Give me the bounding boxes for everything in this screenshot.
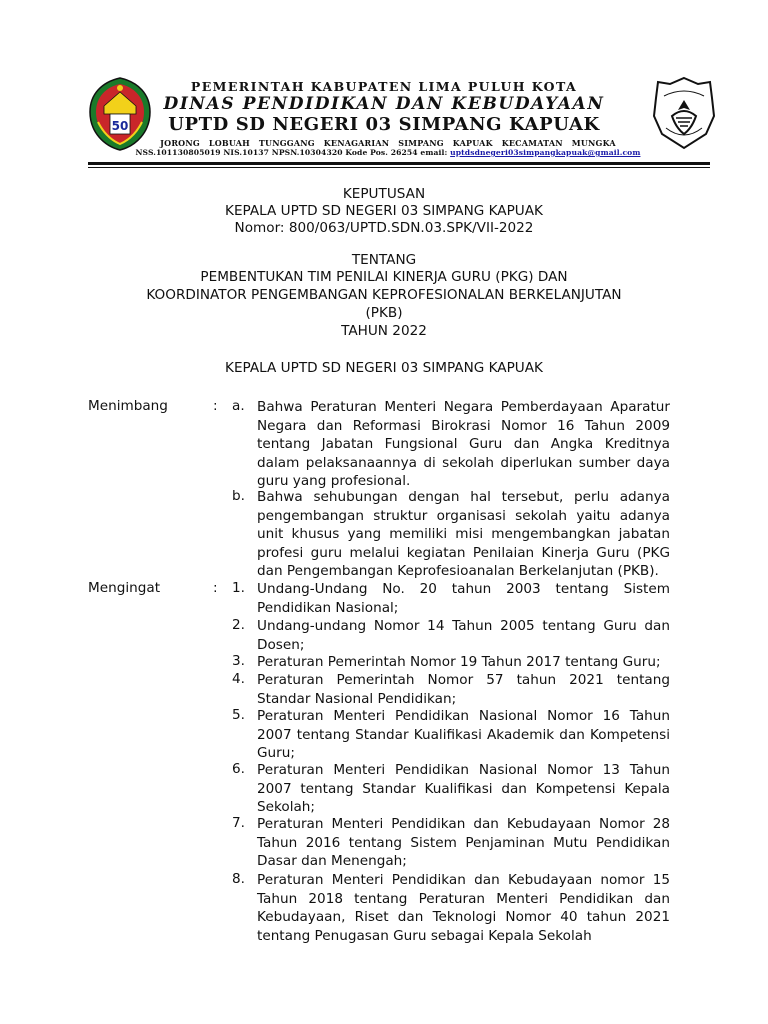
considering-label: Menimbang (88, 398, 168, 414)
remembering-colon: : (213, 580, 218, 596)
remembering-item-text: Peraturan Menteri Pendidikan dan Kebudayaan nomor 15 Tahun 2018 tentang Peraturan Menteri Pendidikan dan Kebudayaan, Riset dan Teknologi Nomor 40 tahun 2021 tentang Penugasan Guru sebagai Kepala Sekolah (257, 872, 670, 944)
email-link[interactable]: uptdsdnegeri03simpangkapuak@gmail.com (450, 148, 641, 157)
remembering-item-text: Undang-Undang No. 20 tahun 2003 tentang Sistem Pendidikan Nasional; (257, 581, 670, 616)
address-line: JORONG LOBUAH TUNGGANG KENAGARIAN SIMPANG KAPUAK KECAMATAN MUNGKA (160, 138, 616, 148)
remembering-item-number: 6. (232, 761, 245, 777)
remembering-item-number: 7. (232, 815, 245, 831)
issuer-title-2: KEPALA UPTD SD NEGERI 03 SIMPANG KAPUAK (225, 360, 543, 376)
letterhead-rule-thin (88, 167, 710, 168)
subject-line-1: PEMBENTUKAN TIM PENILAI KINERJA GURU (PKG) DAN (200, 269, 568, 285)
school-name: UPTD SD NEGERI 03 SIMPANG KAPUAK (168, 114, 600, 135)
government-line: PEMERINTAH KABUPATEN LIMA PULUH KOTA (190, 79, 578, 94)
remembering-item-number: 5. (232, 707, 245, 723)
remembering-item-text: Undang-undang Nomor 14 Tahun 2005 tentang Guru dan Dosen; (257, 618, 670, 653)
decree-label: KEPUTUSAN (342, 186, 426, 202)
letterhead (0, 0, 768, 165)
considering-colon: : (213, 398, 218, 414)
about-label: TENTANG (351, 252, 417, 268)
remembering-item-text: Peraturan Menteri Pendidikan Nasional Nomor 13 Tahun 2007 tentang Standar Kualifikasi dan Kompetensi Kepala Sekolah; (257, 762, 670, 815)
letterhead-rule-thick (88, 162, 710, 165)
remembering-item-text: Peraturan Menteri Pendidikan dan Kebudayaan Nomor 28 Tahun 2016 tentang Sistem Penjaminan Mutu Pendidikan Dasar dan Menengah; (257, 816, 670, 869)
department-line: DINAS PENDIDIKAN DAN KEBUDAYAAN (163, 94, 605, 114)
remembering-item-number: 3. (232, 653, 245, 669)
remembering-item-number: 1. (232, 580, 245, 596)
remembering-item-number: 8. (232, 871, 245, 887)
subject-line-2: KOORDINATOR PENGEMBANGAN KEPROFESIONALAN BERKELANJUTAN (146, 287, 622, 303)
remembering-item-text: Peraturan Pemerintah Nomor 57 tahun 2021 tentang Standar Nasional Pendidikan; (257, 672, 670, 707)
considering-item-text: Bahwa Peraturan Menteri Negara Pemberdayaan Aparatur Negara dan Reformasi Birokrasi Nomor 16 Tahun 2009 tentang Jabatan Fungsional Guru dan Angka Kreditnya dalam pelaksanaannya di sekolah diperlukan sumber daya guru yang profesional. (257, 399, 670, 489)
identity-numbers: NSS.101130805019 NIS.10137 NPSN.10304320 Kode Pos. 26254 email: (135, 148, 448, 157)
remembering-item-number: 2. (232, 617, 245, 633)
subject-line-3: (PKB) (365, 305, 403, 321)
remembering-item-number: 4. (232, 671, 245, 687)
considering-item-number: a. (232, 398, 245, 414)
considering-item-text: Bahwa sehubungan dengan hal tersebut, perlu adanya pengembangan struktur organisasi sekolah yaitu adanya unit khusus yang memiliki misi mengembangkan jabatan profesi guru melalui kegiatan Penilaian Kinerja Guru (PKG dan Pengembangan Keprofesioanalan Berkelanjutan (PKB). (257, 489, 670, 579)
emblem-number: 50 (111, 119, 129, 133)
issuer-title: KEPALA UPTD SD NEGERI 03 SIMPANG KAPUAK (225, 203, 543, 219)
remembering-item-text: Peraturan Pemerintah Nomor 19 Tahun 2017 tentang Guru; (257, 654, 661, 670)
subject-year: TAHUN 2022 (341, 323, 427, 339)
considering-item-number: b. (232, 488, 245, 504)
remembering-label: Mengingat (88, 580, 161, 596)
tut-wuri-handayani-logo-icon (652, 76, 716, 150)
remembering-item-text: Peraturan Menteri Pendidikan Nasional Nomor 16 Tahun 2007 tentang Standar Kualifikasi Akademik dan Kompetensi Guru; (257, 708, 670, 761)
decree-number: Nomor: 800/063/UPTD.SDN.03.SPK/VII-2022 (234, 220, 534, 236)
